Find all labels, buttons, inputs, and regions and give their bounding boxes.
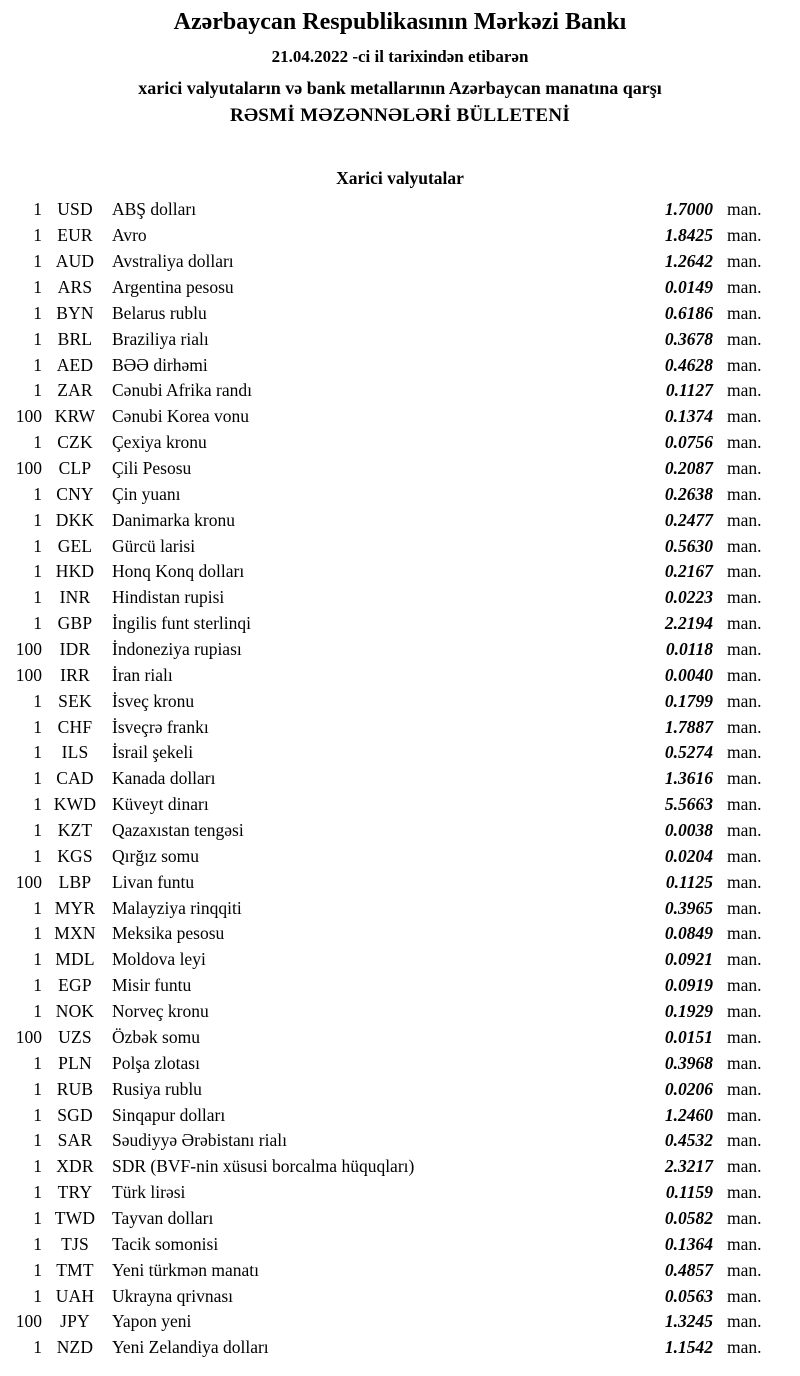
quantity: 1 bbox=[33, 483, 42, 504]
unit-label: man. bbox=[727, 690, 762, 711]
table-row bbox=[0, 559, 800, 585]
currency-name: Qazaxıstan tengəsi bbox=[112, 820, 244, 841]
exchange-rate: 0.4532 bbox=[664, 1130, 713, 1151]
currency-name: Özbək somu bbox=[112, 1026, 200, 1047]
table-row bbox=[0, 792, 800, 818]
currency-code: INR bbox=[59, 587, 91, 608]
currency-name: Polşa zlotası bbox=[112, 1052, 200, 1073]
currency-code: XDR bbox=[56, 1156, 94, 1177]
exchange-rate: 0.0204 bbox=[664, 845, 713, 866]
quantity: 1 bbox=[33, 199, 42, 220]
table-row bbox=[0, 740, 800, 766]
exchange-rate: 0.2638 bbox=[664, 483, 713, 504]
quantity: 100 bbox=[15, 664, 42, 685]
currency-code: EGP bbox=[58, 975, 92, 996]
quantity: 1 bbox=[33, 561, 42, 582]
unit-label: man. bbox=[727, 975, 762, 996]
exchange-rate: 0.0563 bbox=[664, 1285, 713, 1306]
table-row bbox=[0, 352, 800, 378]
currency-name: Qırğız somu bbox=[112, 845, 200, 866]
quantity: 1 bbox=[33, 742, 42, 763]
unit-label: man. bbox=[727, 794, 762, 815]
exchange-rate: 1.7887 bbox=[664, 716, 713, 737]
rates-table bbox=[0, 197, 800, 1361]
currency-code: MYR bbox=[54, 897, 96, 918]
table-row bbox=[0, 688, 800, 714]
currency-name: Danimarka kronu bbox=[112, 509, 235, 530]
quantity: 1 bbox=[33, 432, 42, 453]
currency-code: SAR bbox=[57, 1130, 93, 1151]
unit-label: man. bbox=[727, 1104, 762, 1125]
currency-name: İndoneziya rupiası bbox=[112, 639, 242, 660]
currency-code: CZK bbox=[57, 432, 93, 453]
currency-name: Malayziya rinqqiti bbox=[112, 897, 242, 918]
exchange-rate: 0.1374 bbox=[664, 406, 713, 427]
quantity: 1 bbox=[33, 768, 42, 789]
exchange-rate: 1.2642 bbox=[664, 251, 713, 272]
unit-label: man. bbox=[727, 277, 762, 297]
exchange-rate: 0.2087 bbox=[664, 458, 713, 479]
unit-label: man. bbox=[727, 871, 762, 892]
quantity: 1 bbox=[33, 1337, 42, 1358]
unit-label: man. bbox=[727, 328, 762, 349]
document-header bbox=[0, 8, 800, 128]
currency-code: NZD bbox=[56, 1337, 94, 1358]
currency-code: DKK bbox=[55, 509, 95, 530]
exchange-rate: 0.0149 bbox=[664, 277, 713, 297]
table-row bbox=[0, 1335, 800, 1361]
table-row bbox=[0, 1180, 800, 1206]
currency-name: Kanada dolları bbox=[112, 768, 216, 789]
quantity: 1 bbox=[33, 1233, 42, 1254]
currency-name: Tayvan dolları bbox=[112, 1207, 214, 1228]
currency-name: Yeni türkmən manatı bbox=[112, 1259, 259, 1280]
table-row bbox=[0, 430, 800, 456]
subject-line: xarici valyutaların və bank metallarının Azərbaycan manatına qarşı bbox=[138, 78, 662, 98]
quantity: 100 bbox=[15, 871, 42, 892]
exchange-rate: 0.1799 bbox=[664, 690, 713, 711]
unit-label: man. bbox=[727, 949, 762, 970]
currency-code: TMT bbox=[56, 1259, 94, 1280]
currency-code: CNY bbox=[56, 483, 94, 504]
currency-name: Cənubi Afrika randı bbox=[112, 380, 252, 401]
quantity: 1 bbox=[33, 1001, 42, 1022]
quantity: 1 bbox=[33, 613, 42, 634]
unit-label: man. bbox=[727, 768, 762, 789]
quantity: 1 bbox=[33, 1259, 42, 1280]
quantity: 1 bbox=[33, 277, 42, 297]
quantity: 1 bbox=[33, 897, 42, 918]
unit-label: man. bbox=[727, 1311, 762, 1332]
currency-name: Moldova leyi bbox=[112, 949, 206, 970]
unit-label: man. bbox=[727, 1156, 762, 1177]
currency-code: SEK bbox=[58, 690, 92, 711]
currency-code: TJS bbox=[61, 1233, 89, 1254]
table-row bbox=[0, 766, 800, 792]
currency-name: Rusiya rublu bbox=[112, 1078, 202, 1099]
quantity: 1 bbox=[33, 949, 42, 970]
quantity: 1 bbox=[33, 535, 42, 556]
unit-label: man. bbox=[727, 1182, 762, 1203]
currency-name: Belarus rublu bbox=[112, 302, 207, 323]
table-row bbox=[0, 456, 800, 482]
table-row bbox=[0, 1283, 800, 1309]
effective-date-line: 21.04.2022 -ci il tarixindən etibarən bbox=[271, 47, 529, 66]
quantity: 1 bbox=[33, 845, 42, 866]
currency-name: ABŞ dolları bbox=[112, 199, 197, 220]
currency-name: Çexiya kronu bbox=[112, 432, 207, 453]
quantity: 1 bbox=[33, 1078, 42, 1099]
currency-name: Çili Pesosu bbox=[112, 458, 192, 479]
unit-label: man. bbox=[727, 1337, 762, 1358]
exchange-rate: 1.8425 bbox=[664, 225, 713, 246]
unit-label: man. bbox=[727, 664, 762, 685]
table-row bbox=[0, 1025, 800, 1051]
unit-label: man. bbox=[727, 406, 762, 427]
exchange-rate: 0.0118 bbox=[665, 639, 713, 660]
currency-code: GBP bbox=[57, 613, 93, 634]
table-row bbox=[0, 1231, 800, 1257]
exchange-rate: 0.2167 bbox=[664, 561, 713, 582]
exchange-rate: 0.1125 bbox=[665, 871, 713, 892]
table-row bbox=[0, 714, 800, 740]
exchange-rate: 0.0921 bbox=[664, 949, 713, 970]
currency-code: TWD bbox=[54, 1207, 96, 1228]
unit-label: man. bbox=[727, 716, 762, 737]
unit-label: man. bbox=[727, 1285, 762, 1306]
currency-name: Cənubi Korea vonu bbox=[112, 406, 250, 427]
unit-label: man. bbox=[727, 923, 762, 944]
currency-name: Yapon yeni bbox=[112, 1311, 192, 1332]
quantity: 100 bbox=[15, 458, 42, 479]
table-row bbox=[0, 1102, 800, 1128]
currency-code: ILS bbox=[61, 742, 89, 763]
currency-name: Türk lirəsi bbox=[112, 1182, 186, 1203]
currency-code: BRL bbox=[57, 328, 93, 349]
currency-code: NOK bbox=[55, 1001, 95, 1022]
currency-code: AED bbox=[56, 354, 94, 375]
quantity: 1 bbox=[33, 690, 42, 711]
table-row bbox=[0, 1076, 800, 1102]
unit-label: man. bbox=[727, 199, 762, 220]
quantity: 1 bbox=[33, 328, 42, 349]
quantity: 100 bbox=[15, 406, 42, 427]
exchange-rate: 0.1127 bbox=[665, 380, 713, 401]
unit-label: man. bbox=[727, 483, 762, 504]
exchange-rate: 0.6186 bbox=[664, 302, 713, 323]
table-row bbox=[0, 197, 800, 223]
unit-label: man. bbox=[727, 1026, 762, 1047]
exchange-rate: 0.4628 bbox=[664, 354, 713, 375]
table-row bbox=[0, 973, 800, 999]
table-row bbox=[0, 1257, 800, 1283]
currency-code: ZAR bbox=[57, 380, 93, 401]
table-row bbox=[0, 249, 800, 275]
currency-code: KRW bbox=[54, 406, 96, 427]
exchange-rate: 1.1542 bbox=[664, 1337, 713, 1358]
quantity: 100 bbox=[15, 639, 42, 660]
currency-name: Tacik somonisi bbox=[112, 1233, 219, 1254]
currency-name: İngilis funt sterlinqi bbox=[112, 613, 252, 634]
currency-name: BƏƏ dirhəmi bbox=[112, 354, 208, 375]
table-row bbox=[0, 611, 800, 637]
quantity: 1 bbox=[33, 794, 42, 815]
currency-name: Avro bbox=[112, 225, 147, 246]
currency-code: KGS bbox=[57, 845, 93, 866]
currency-name: Norveç kronu bbox=[112, 1001, 209, 1022]
currency-code: JPY bbox=[60, 1311, 90, 1332]
unit-label: man. bbox=[727, 561, 762, 582]
exchange-rate: 5.5663 bbox=[664, 794, 713, 815]
unit-label: man. bbox=[727, 639, 762, 660]
table-row bbox=[0, 1309, 800, 1335]
currency-name: Meksika pesosu bbox=[112, 923, 225, 944]
currency-name: Honq Konq dolları bbox=[112, 561, 245, 582]
currency-code: ARS bbox=[57, 277, 93, 297]
unit-label: man. bbox=[727, 432, 762, 453]
exchange-rate: 0.1159 bbox=[665, 1182, 713, 1203]
unit-label: man. bbox=[727, 1207, 762, 1228]
quantity: 1 bbox=[33, 509, 42, 530]
quantity: 1 bbox=[33, 1156, 42, 1177]
quantity: 100 bbox=[15, 1026, 42, 1047]
table-row bbox=[0, 637, 800, 663]
exchange-rate: 0.3965 bbox=[664, 897, 713, 918]
unit-label: man. bbox=[727, 458, 762, 479]
exchange-rate: 0.4857 bbox=[664, 1259, 713, 1280]
exchange-rate: 0.0919 bbox=[664, 975, 713, 996]
unit-label: man. bbox=[727, 251, 762, 272]
unit-label: man. bbox=[727, 845, 762, 866]
quantity: 1 bbox=[33, 251, 42, 272]
currency-name: Küveyt dinarı bbox=[112, 794, 209, 815]
currency-name: Braziliya rialı bbox=[112, 328, 209, 349]
currency-code: LBP bbox=[58, 871, 92, 892]
unit-label: man. bbox=[727, 820, 762, 841]
table-row bbox=[0, 223, 800, 249]
quantity: 1 bbox=[33, 380, 42, 401]
unit-label: man. bbox=[727, 302, 762, 323]
bank-name-title: Azərbaycan Respublikasının Mərkəzi Bankı bbox=[173, 9, 627, 35]
unit-label: man. bbox=[727, 225, 762, 246]
currency-code: KWD bbox=[53, 794, 97, 815]
exchange-rate: 2.2194 bbox=[664, 613, 713, 634]
table-row bbox=[0, 999, 800, 1025]
table-row bbox=[0, 300, 800, 326]
quantity: 1 bbox=[33, 923, 42, 944]
unit-label: man. bbox=[727, 1078, 762, 1099]
currency-name: Livan funtu bbox=[112, 871, 195, 892]
quantity: 1 bbox=[33, 1285, 42, 1306]
currency-name: Misir funtu bbox=[112, 975, 192, 996]
exchange-rate: 1.3616 bbox=[664, 768, 713, 789]
exchange-rate: 0.0849 bbox=[664, 923, 713, 944]
currency-code: MDL bbox=[55, 949, 95, 970]
quantity: 1 bbox=[33, 820, 42, 841]
currency-code: SGD bbox=[57, 1104, 93, 1125]
currency-code: AUD bbox=[55, 251, 95, 272]
unit-label: man. bbox=[727, 1001, 762, 1022]
section-title-foreign-currencies: Xarici valyutalar bbox=[336, 168, 464, 188]
quantity: 1 bbox=[33, 716, 42, 737]
exchange-rate: 0.0223 bbox=[664, 587, 713, 608]
currency-name: Ukrayna qrivnası bbox=[112, 1285, 234, 1306]
exchange-rate: 0.0582 bbox=[664, 1207, 713, 1228]
currency-name: Sinqapur dolları bbox=[112, 1104, 226, 1125]
currency-name: İsrail şekeli bbox=[112, 742, 194, 763]
quantity: 1 bbox=[33, 1207, 42, 1228]
quantity: 1 bbox=[33, 1052, 42, 1073]
currency-code: HKD bbox=[55, 561, 95, 582]
table-row bbox=[0, 662, 800, 688]
exchange-rate: 0.0756 bbox=[664, 432, 713, 453]
quantity: 1 bbox=[33, 1182, 42, 1203]
quantity: 1 bbox=[33, 975, 42, 996]
unit-label: man. bbox=[727, 1259, 762, 1280]
exchange-rate: 1.7000 bbox=[664, 199, 713, 220]
table-row bbox=[0, 507, 800, 533]
unit-label: man. bbox=[727, 354, 762, 375]
currency-name: Çin yuanı bbox=[112, 483, 181, 504]
exchange-rate: 0.0206 bbox=[664, 1078, 713, 1099]
exchange-rate: 1.2460 bbox=[664, 1104, 713, 1125]
unit-label: man. bbox=[727, 1130, 762, 1151]
table-row bbox=[0, 275, 800, 301]
currency-name: İsveç kronu bbox=[112, 690, 195, 711]
table-row bbox=[0, 1154, 800, 1180]
exchange-rate: 0.1929 bbox=[664, 1001, 713, 1022]
unit-label: man. bbox=[727, 1052, 762, 1073]
unit-label: man. bbox=[727, 509, 762, 530]
exchange-rate: 0.3678 bbox=[664, 328, 713, 349]
table-row bbox=[0, 326, 800, 352]
unit-label: man. bbox=[727, 1233, 762, 1254]
currency-name: Səudiyyə Ərəbistanı rialı bbox=[112, 1130, 287, 1151]
exchange-rate: 0.1364 bbox=[664, 1233, 713, 1254]
unit-label: man. bbox=[727, 380, 762, 401]
currency-code: BYN bbox=[56, 302, 94, 323]
exchange-rate: 0.0151 bbox=[664, 1026, 713, 1047]
table-row bbox=[0, 947, 800, 973]
currency-code: UZS bbox=[58, 1026, 92, 1047]
bulletin-title: RƏSMİ MƏZƏNNƏLƏRİ BÜLLETENİ bbox=[229, 105, 571, 126]
table-row bbox=[0, 818, 800, 844]
currency-code: CAD bbox=[56, 768, 94, 789]
table-row bbox=[0, 1206, 800, 1232]
unit-label: man. bbox=[727, 535, 762, 556]
currency-code: MXN bbox=[54, 923, 96, 944]
currency-code: GEL bbox=[57, 535, 93, 556]
currency-code: KZT bbox=[57, 820, 93, 841]
currency-code: EUR bbox=[57, 225, 93, 246]
currency-name: İran rialı bbox=[112, 664, 173, 685]
quantity: 1 bbox=[33, 1104, 42, 1125]
currency-name: Avstraliya dolları bbox=[112, 251, 234, 272]
table-row bbox=[0, 1050, 800, 1076]
quantity: 1 bbox=[33, 587, 42, 608]
currency-name: Hindistan rupisi bbox=[112, 587, 225, 608]
currency-name: SDR (BVF-nin xüsusi borcalma hüquqları) bbox=[112, 1156, 415, 1177]
table-row bbox=[0, 921, 800, 947]
table-row bbox=[0, 843, 800, 869]
currency-code: IDR bbox=[59, 639, 91, 660]
currency-code: USD bbox=[57, 199, 93, 220]
unit-label: man. bbox=[727, 587, 762, 608]
exchange-rate: 0.0038 bbox=[664, 820, 713, 841]
unit-label: man. bbox=[727, 613, 762, 634]
exchange-rate: 1.3245 bbox=[664, 1311, 713, 1332]
currency-name: Argentina pesosu bbox=[112, 277, 234, 297]
currency-code: UAH bbox=[55, 1285, 95, 1306]
currency-name: İsveçrə frankı bbox=[112, 716, 209, 737]
exchange-rate: 0.5630 bbox=[664, 535, 713, 556]
currency-name: Yeni Zelandiya dolları bbox=[112, 1337, 269, 1358]
currency-code: CLP bbox=[58, 458, 92, 479]
table-row bbox=[0, 1128, 800, 1154]
table-row bbox=[0, 533, 800, 559]
currency-code: IRR bbox=[60, 664, 90, 685]
table-row bbox=[0, 481, 800, 507]
quantity: 100 bbox=[15, 1311, 42, 1332]
currency-code: PLN bbox=[58, 1052, 92, 1073]
exchange-rate: 0.2477 bbox=[664, 509, 713, 530]
currency-code: TRY bbox=[57, 1182, 93, 1203]
quantity: 1 bbox=[33, 1130, 42, 1151]
table-row bbox=[0, 895, 800, 921]
currency-name: Gürcü larisi bbox=[112, 535, 196, 556]
exchange-rate: 0.3968 bbox=[664, 1052, 713, 1073]
unit-label: man. bbox=[727, 742, 762, 763]
table-row bbox=[0, 869, 800, 895]
table-row bbox=[0, 585, 800, 611]
table-row bbox=[0, 404, 800, 430]
currency-code: CHF bbox=[57, 716, 93, 737]
exchange-rate: 0.0040 bbox=[664, 664, 713, 685]
unit-label: man. bbox=[727, 897, 762, 918]
quantity: 1 bbox=[33, 354, 42, 375]
table-row bbox=[0, 378, 800, 404]
quantity: 1 bbox=[33, 302, 42, 323]
exchange-rate: 2.3217 bbox=[664, 1156, 713, 1177]
exchange-rate: 0.5274 bbox=[664, 742, 713, 763]
quantity: 1 bbox=[33, 225, 42, 246]
currency-code: RUB bbox=[56, 1078, 94, 1099]
